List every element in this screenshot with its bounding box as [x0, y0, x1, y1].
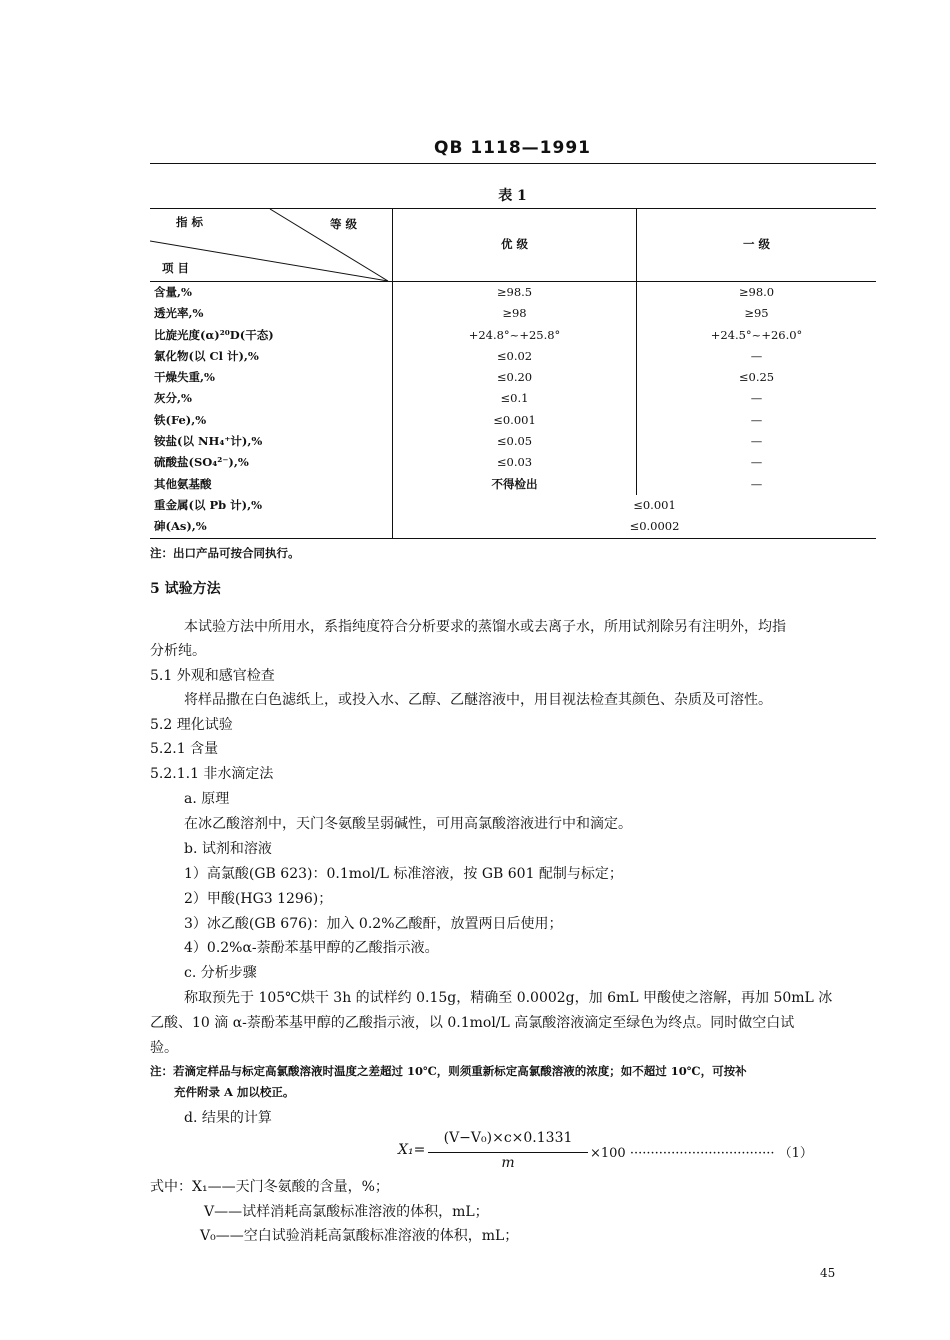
row-first-value: ≥98.0	[738, 285, 775, 299]
row-first-value: —	[750, 476, 763, 491]
corner-label-index: 指 标	[176, 215, 204, 229]
header-rule	[150, 163, 876, 164]
subsection-c-heading: c. 分析步骤	[184, 965, 257, 981]
where-v: V——试样消耗高氯酸标准溶液的体积，mL；	[204, 1204, 489, 1220]
row-superior-value: ≤0.1	[393, 388, 637, 409]
row-superior-value: ≤0.03	[393, 452, 637, 473]
procedure-line-2: 乙酸、10 滴 α-萘酚苯基甲醇的乙酸指示液，以 0.1mol/L 高氯酸溶液滴定至绿色为终点。同时做空白试	[150, 1015, 795, 1031]
diagonal-header-cell	[150, 209, 393, 282]
row-item: 干燥失重,%	[150, 367, 393, 388]
row-item: 透光率,%	[150, 303, 393, 324]
row-superior-value: ≥98	[393, 303, 637, 324]
corner-label-grade: 等 级	[330, 217, 358, 231]
row-first-value: —	[750, 412, 763, 427]
row-item: 其他氨基酸	[150, 474, 393, 495]
subsection-d-heading: d. 结果的计算	[184, 1110, 272, 1126]
corner-label-item: 项 目	[162, 261, 190, 275]
table-row	[150, 367, 876, 388]
row-item: 砷(As),%	[150, 516, 393, 538]
table-row	[150, 410, 876, 431]
table-row	[150, 452, 876, 473]
row-superior-value: ≤0.02	[393, 346, 637, 367]
row-first-value: —	[750, 434, 763, 449]
table-row	[150, 282, 876, 304]
row-first-value: ≥95	[744, 306, 769, 321]
section-5-1-heading: 5.1 外观和感官检查	[150, 668, 275, 684]
table-title: 表 1	[498, 188, 527, 204]
row-first-value: —	[750, 391, 763, 406]
section-5-2-1-heading: 5.2.1 含量	[150, 741, 219, 757]
section-5-heading: 5 试验方法	[150, 581, 221, 597]
procedure-line-1: 称取预先于 105℃烘干 3h 的试样约 0.15g，精确至 0.0002g，加 6mL 甲酸使之溶解，再加 50mL 冰	[184, 990, 833, 1006]
row-superior-value: ≤0.20	[393, 367, 637, 388]
standard-number-header: QB 1118—1991	[434, 138, 591, 158]
row-item: 氯化物(以 Cl 计),%	[150, 346, 393, 367]
formula-denominator: m	[501, 1155, 515, 1171]
row-merged-value: ≤0.001	[633, 497, 676, 512]
row-item: 含量,%	[150, 282, 393, 304]
table-row	[150, 325, 876, 346]
note-line-2: 充件附录 A 加以校正。	[174, 1085, 295, 1099]
reagent-3: 3）冰乙酸(GB 676)：加入 0.2%乙酸酐，放置两日后使用；	[184, 916, 563, 932]
formula-rhs: ×100 ··································· （1）	[590, 1146, 813, 1161]
row-first-value: —	[750, 455, 763, 470]
row-merged-value: ≤0.0002	[393, 516, 877, 538]
row-first-value: ≤0.25	[738, 370, 775, 385]
row-superior-value: ≥98.5	[393, 282, 637, 304]
table-row	[150, 388, 876, 409]
section-5-2-heading: 5.2 理化试验	[150, 717, 233, 733]
reagent-2: 2）甲酸(HG3 1296)；	[184, 891, 333, 907]
row-superior-value: +24.8°~+25.8°	[393, 325, 637, 346]
paragraph-intro-line-1: 本试验方法中所用水，系指纯度符合分析要求的蒸馏水或去离子水，所用试剂除另有注明外，均指	[184, 619, 786, 635]
section-5-2-1-1-heading: 5.2.1.1 非水滴定法	[150, 766, 274, 782]
row-item: 铵盐(以 NH₄⁺计),%	[150, 431, 393, 452]
subsection-a-heading: a. 原理	[184, 791, 230, 807]
subsection-b-heading: b. 试剂和溶液	[184, 841, 272, 857]
row-superior-value: ≤0.001	[393, 410, 637, 431]
table-row	[150, 346, 876, 367]
row-item: 比旋光度(α)²⁰D(干态)	[150, 325, 393, 346]
col-header-first: 一 级	[637, 209, 877, 282]
formula-lhs: X₁=	[398, 1142, 426, 1158]
paragraph-intro-line-2: 分析纯。	[150, 643, 206, 659]
formula-numerator: (V−V₀)×c×0.1331	[443, 1130, 573, 1146]
reagent-1: 1）高氯酸(GB 623)：0.1mol/L 标准溶液，按 GB 601 配制与标定；	[184, 866, 623, 882]
page-number: 45	[820, 1266, 836, 1280]
procedure-line-3: 验。	[150, 1040, 178, 1056]
table-row	[150, 303, 876, 324]
table-row	[150, 431, 876, 452]
note-line-1: 注：若滴定样品与标定高氯酸溶液时温度之差超过 10℃，则须重新标定高氯酸溶液的浓度；如不超过 10℃，可按补	[150, 1064, 747, 1078]
table-row	[150, 495, 876, 516]
row-superior-value: 不得检出	[393, 474, 637, 495]
col-header-superior: 优 级	[393, 209, 637, 282]
row-item: 灰分,%	[150, 388, 393, 409]
row-item: 硫酸盐(SO₄²⁻),%	[150, 452, 393, 473]
principle-text: 在冰乙酸溶剂中，天门冬氨酸呈弱碱性，可用高氯酸溶液进行中和滴定。	[184, 816, 632, 832]
where-v0: V₀——空白试验消耗高氯酸标准溶液的体积，mL；	[200, 1228, 519, 1244]
table-row	[150, 474, 876, 495]
row-first-value: +24.5°~+26.0°	[710, 327, 803, 342]
row-first-value: —	[750, 348, 763, 363]
reagent-4: 4）0.2%α-萘酚苯基甲醇的乙酸指示液。	[184, 940, 439, 956]
specification-table	[150, 208, 876, 539]
table-row	[150, 516, 876, 538]
table-note: 注：出口产品可按合同执行。	[150, 546, 300, 560]
where-intro: 式中：X₁——天门冬氨酸的含量，%；	[150, 1179, 389, 1195]
row-item: 铁(Fe),%	[150, 410, 393, 431]
paragraph-appearance: 将样品撒在白色滤纸上，或投入水、乙醇、乙醚溶液中，用目视法检查其颜色、杂质及可溶性。	[184, 692, 772, 708]
formula-fraction-bar	[428, 1152, 588, 1153]
table-header-row	[150, 209, 876, 282]
row-superior-value: ≤0.05	[393, 431, 637, 452]
row-item: 重金属(以 Pb 计),%	[150, 495, 393, 516]
